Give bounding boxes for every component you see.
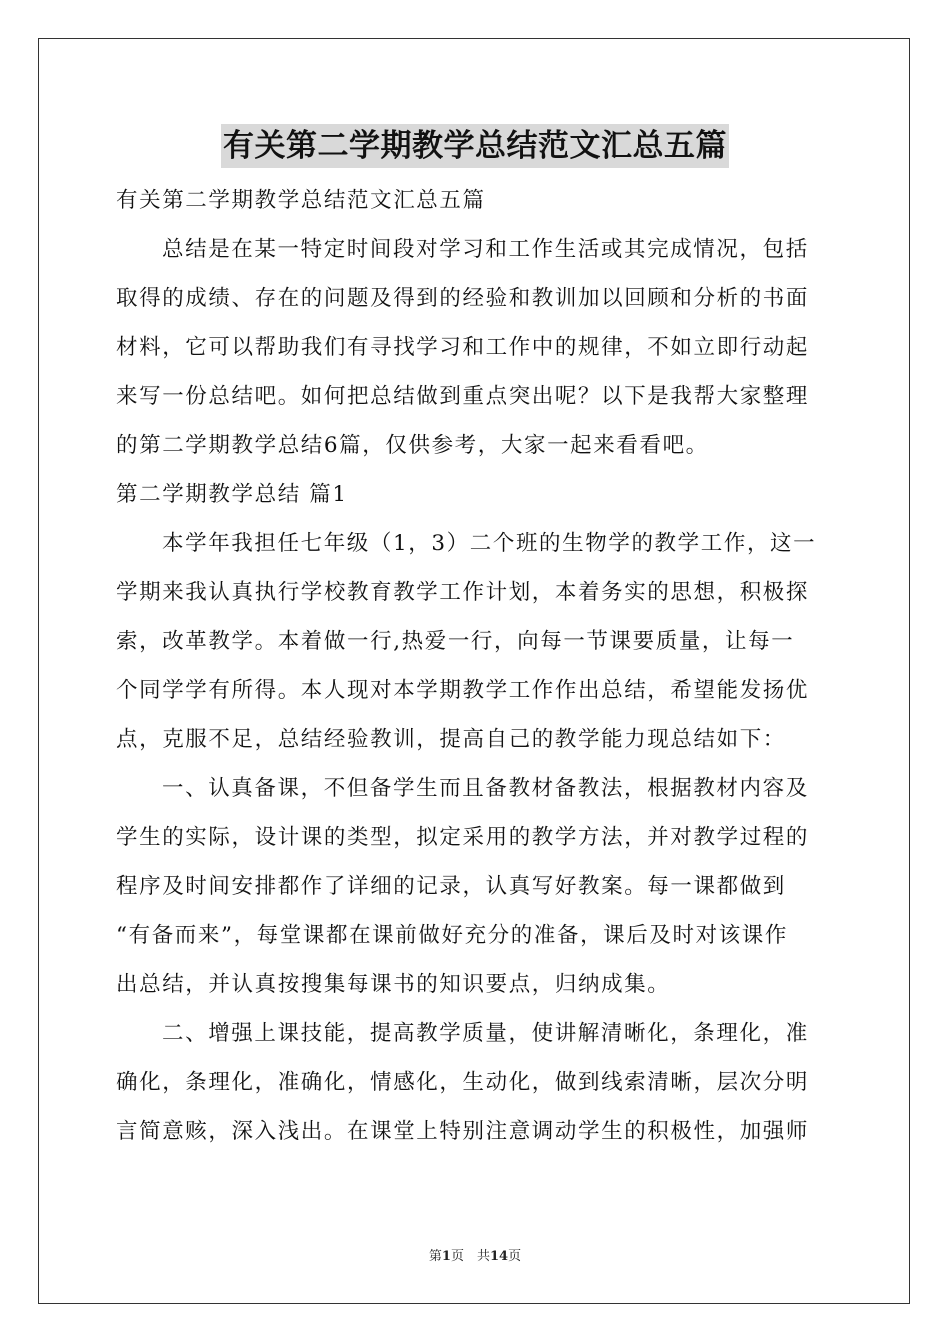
document-title: 有关第二学期教学总结范文汇总五篇 — [221, 124, 729, 168]
page-footer — [0, 1248, 950, 1266]
title-area — [0, 124, 950, 168]
text-line: 的第二学期教学总结6篇，仅供参考，大家一起来看看吧。 — [116, 433, 709, 458]
text-line: 二、增强上课技能，提高教学质量，使讲解清晰化，条理化，准 — [162, 1021, 809, 1046]
text-line: 出总结，并认真按搜集每课书的知识要点，归纳成集。 — [116, 972, 671, 997]
page-current: 1 — [441, 1249, 451, 1264]
text-line: 点，克服不足，总结经验教训，提高自己的教学能力现总结如下： — [116, 727, 786, 752]
document-subtitle: 有关第二学期教学总结范文汇总五篇 — [116, 188, 486, 213]
text-line: 总结是在某一特定时间段对学习和工作生活或其完成情况，包括 — [162, 237, 809, 262]
text-line: 材料，它可以帮助我们有寻找学习和工作中的规律，不如立即行动起 — [116, 335, 810, 360]
text-line: 程序及时间安排都作了详细的记录，认真写好教案。每一课都做到 — [116, 874, 786, 899]
page-prefix: 第 — [428, 1249, 442, 1264]
page-mid: 页 共 — [450, 1249, 490, 1264]
text-line: 确化，条理化，准确化，情感化，生动化，做到线索清晰，层次分明 — [116, 1070, 810, 1095]
text-line: 取得的成绩、存在的问题及得到的经验和教训加以回顾和分析的书面 — [116, 286, 810, 311]
text-line: 一、认真备课，不但备学生而且备教材备教法，根据教材内容及 — [162, 776, 809, 801]
text-line: 言简意赅，深入浅出。在课堂上特别注意调动学生的积极性，加强师 — [116, 1119, 810, 1144]
text-line: 学期来我认真执行学校教育教学工作计划，本着务实的思想，积极探 — [116, 580, 810, 605]
text-line: “有备而来”，每堂课都在课前做好充分的准备，课后及时对该课作 — [116, 923, 788, 948]
document-body — [116, 176, 834, 1156]
page-total: 14 — [489, 1249, 509, 1264]
section-heading: 第二学期教学总结 篇1 — [116, 482, 348, 507]
text-line: 学生的实际，设计课的类型，拟定采用的教学方法，并对教学过程的 — [116, 825, 810, 850]
text-line: 个同学学有所得。本人现对本学期教学工作作出总结，希望能发扬优 — [116, 678, 810, 703]
text-line: 索，改革教学。本着做一行,热爱一行，向每一节课要质量，让每一 — [116, 629, 795, 654]
text-line: 本学年我担任七年级（1，3）二个班的生物学的教学工作，这一 — [162, 531, 817, 556]
page-suffix: 页 — [508, 1249, 522, 1264]
text-line: 来写一份总结吧。如何把总结做到重点突出呢？以下是我帮大家整理 — [116, 384, 810, 409]
